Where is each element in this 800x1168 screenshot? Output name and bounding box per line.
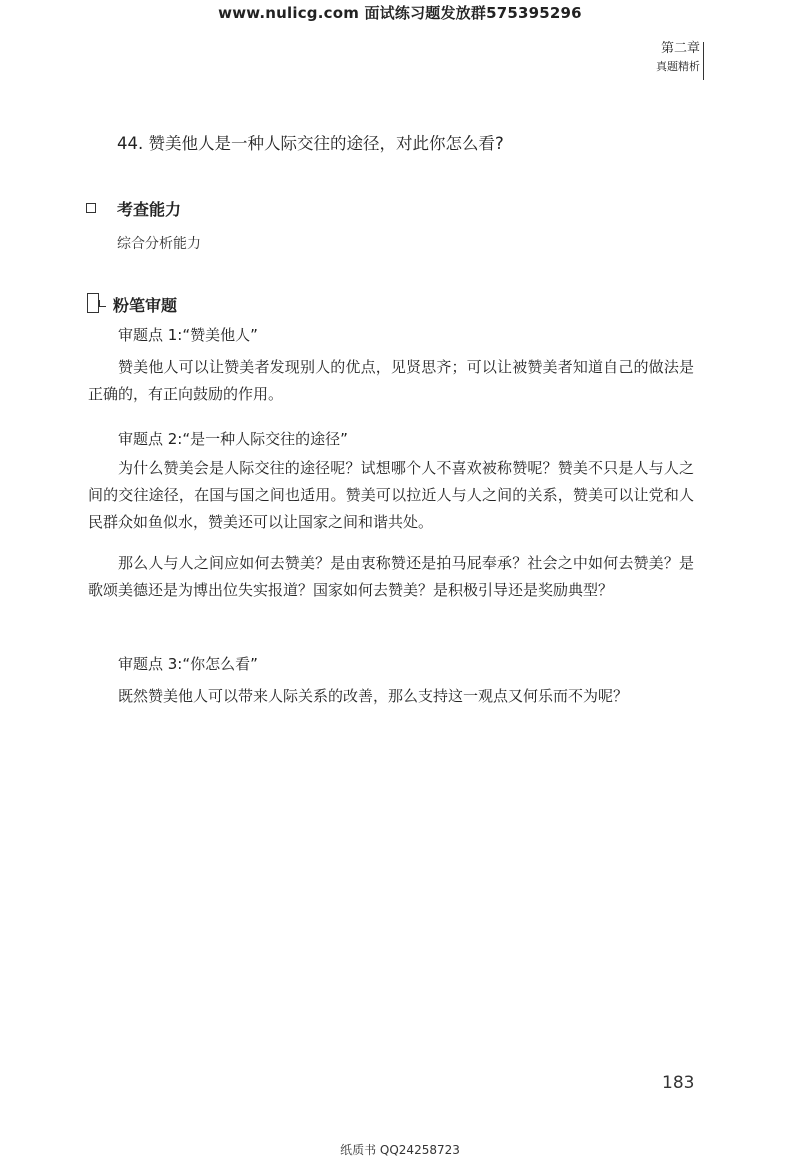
ability-heading: 考查能力 bbox=[117, 200, 182, 219]
review-point-1: 审题点 1:“赞美他人” bbox=[118, 326, 258, 344]
bookmark-icon bbox=[87, 293, 99, 313]
tick-mark-icon bbox=[99, 300, 106, 307]
paragraph-1: 赞美他人可以让赞美者发现别人的优点，见贤思齐；可以让被赞美者知道自己的做法是正确的，有正向鼓励的作用。 bbox=[88, 358, 694, 403]
paragraph-4: 既然赞美他人可以带来人际关系的改善，那么支持这一观点又何乐而不为呢？ bbox=[118, 687, 629, 705]
chapter-header bbox=[656, 40, 700, 76]
fenbi-heading: 粉笔审题 bbox=[113, 296, 178, 315]
ability-text: 综合分析能力 bbox=[117, 236, 201, 252]
chapter-subtitle: 真题精析 bbox=[656, 60, 700, 73]
bottom-watermark: 纸质书 QQ24258723 bbox=[340, 1143, 460, 1157]
square-bullet-icon bbox=[86, 203, 96, 213]
chapter-divider bbox=[703, 42, 704, 80]
paragraph-3: 那么人与人之间应如何去赞美？是由衷称赞还是拍马屁奉承？社会之中如何去赞美？是歌颂美德还是为博出位失实报道？国家如何去赞美？是积极引导还是奖励典型？ bbox=[88, 554, 694, 599]
paragraph-2: 为什么赞美会是人际交往的途径呢？试想哪个人不喜欢被称赞呢？赞美不只是人与人之间的交往途径，在国与国之间也适用。赞美可以拉近人与人之间的关系，赞美可以让党和人民群众如鱼似水，赞美还可以让国家之间和谐共处。 bbox=[88, 459, 694, 531]
top-watermark: www.nulicg.com 面试练习题发放群575395296 bbox=[218, 4, 582, 22]
question-title: 44. 赞美他人是一种人际交往的途径，对此你怎么看? bbox=[117, 134, 504, 153]
chapter-title: 第二章 bbox=[660, 41, 700, 56]
review-point-3: 审题点 3:“你怎么看” bbox=[118, 655, 258, 673]
review-point-2: 审题点 2:“是一种人际交往的途径” bbox=[118, 430, 348, 448]
page-number: 183 bbox=[662, 1073, 695, 1093]
